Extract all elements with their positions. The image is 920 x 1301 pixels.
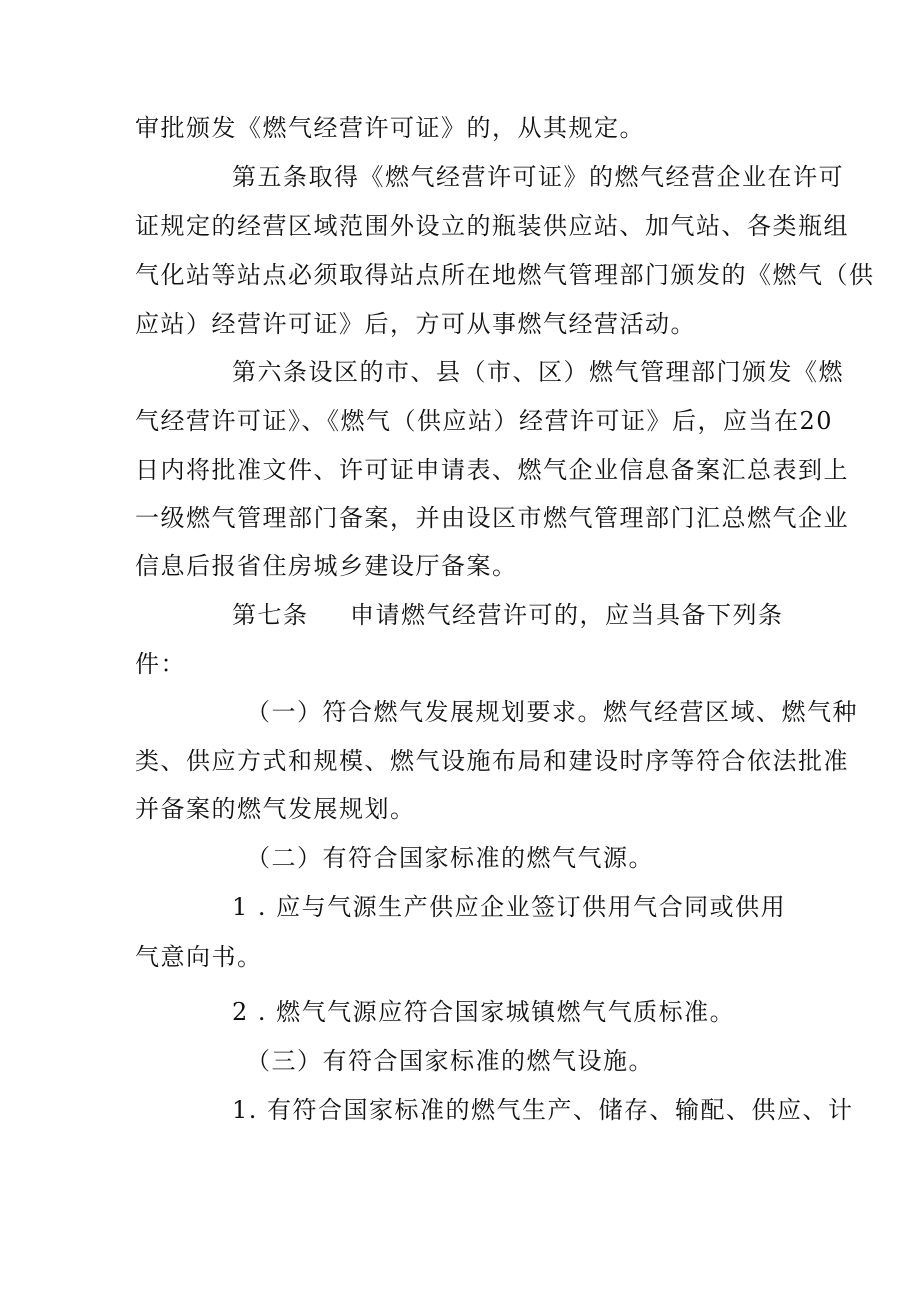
text-line-3: 证规定的经营区域范围外设立的瓶装供应站、加气站、各类瓶组 [135, 212, 849, 240]
text-line-20: （三）有符合国家标准的燃气设施。 [246, 1047, 654, 1075]
text-line-4: 气化站等站点必须取得站点所在地燃气管理部门颁发的《燃气（供 [135, 261, 875, 289]
text-line-15: 并备案的燃气发展规划。 [135, 795, 416, 823]
text-line-18: 气意向书。 [135, 943, 263, 971]
text-line-13: （一）符合燃气发展规划要求。燃气经营区域、燃气种 [246, 698, 858, 726]
text-line-1: 审批颁发《燃气经营许可证》的，从其规定。 [135, 114, 645, 142]
text-line-8: 日内将批准文件、许可证申请表、燃气企业信息备案汇总表到上 [135, 456, 849, 484]
text-line-12: 件： [135, 650, 186, 678]
text-line-11: 申请燃气经营许可的，应当具备下列条 [350, 601, 784, 629]
text-line-5: 应站）经营许可证》后，方可从事燃气经营活动。 [135, 310, 696, 338]
text-line-17: 1 . 应与气源生产供应企业签订供用气合同或供用 [232, 893, 787, 921]
text-line-21: 1. 有符合国家标准的燃气生产、储存、输配、供应、计 [232, 1096, 854, 1124]
text-line-16: （二）有符合国家标准的燃气气源。 [246, 844, 654, 872]
text-line-10: 信息后报省住房城乡建设厅备案。 [135, 552, 518, 580]
text-line-2: 第五条取得《燃气经营许可证》的燃气经营企业在许可 [232, 163, 844, 191]
text-line-7: 气经营许可证》、《燃气（供应站）经营许可证》后，应当在20 [135, 407, 834, 435]
text-line-9: 一级燃气管理部门备案，并由设区市燃气管理部门汇总燃气企业 [135, 504, 849, 532]
article-7-label: 第七条 [232, 601, 309, 629]
text-line-14: 类、供应方式和规模、燃气设施布局和建设时序等符合依法批准 [135, 747, 849, 775]
text-line-6: 第六条设区的市、县（市、区）燃气管理部门颁发《燃 [232, 358, 844, 386]
text-line-19: 2 . 燃气气源应符合国家城镇燃气气质标准。 [232, 998, 736, 1026]
